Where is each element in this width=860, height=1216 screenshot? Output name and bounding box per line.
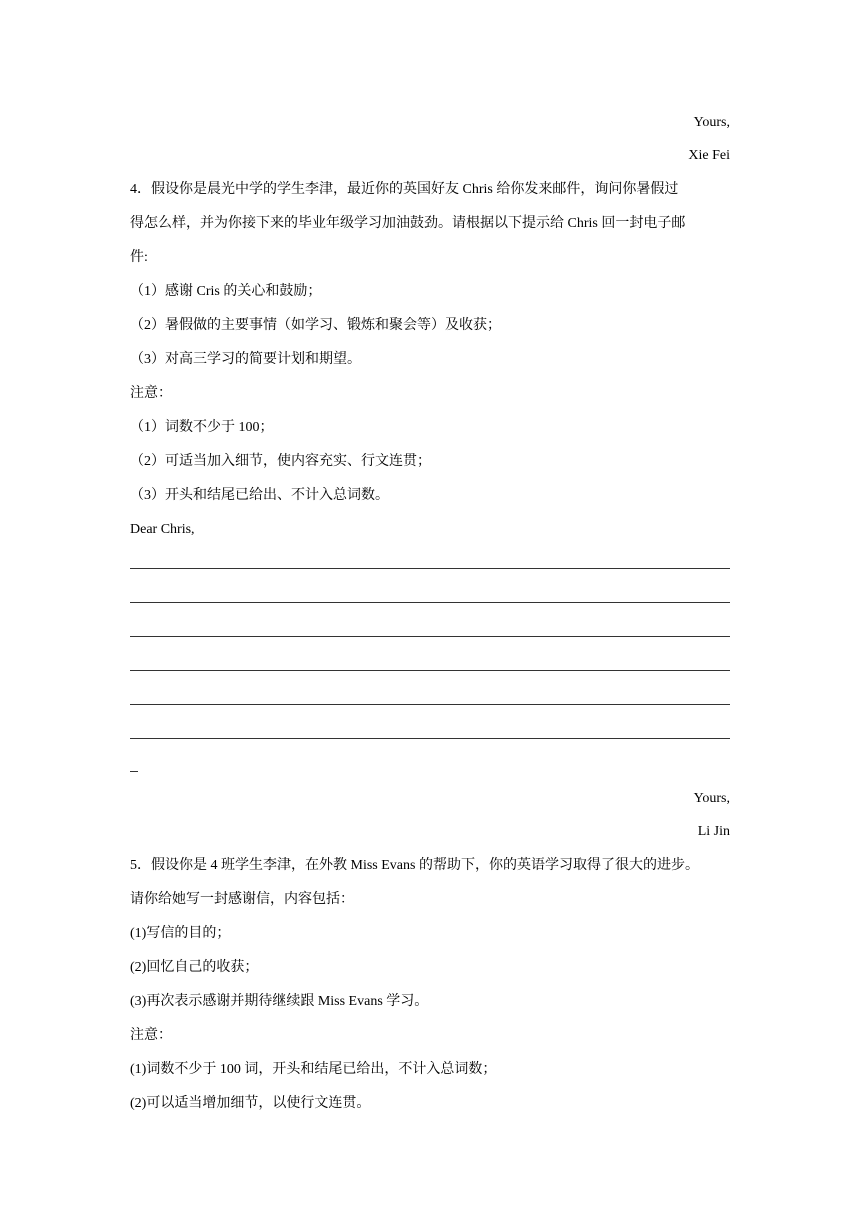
writing-line [130,568,730,569]
q4-closing-salutation: Yours, [693,791,730,806]
q4-prompt-line-3: 件: [130,250,148,265]
writing-line [130,738,730,739]
writing-line [130,704,730,705]
q5-point-2: (2)回忆自己的收获； [130,960,259,975]
writing-line [130,670,730,671]
q5-prompt-line-1: 5．假设你是 4 班学生李津，在外教 Miss Evans 的帮助下，你的英语学习取得了很大的进步。 [130,858,699,873]
q5-note-2: (2)可以适当增加细节，以使行文连贯。 [130,1096,371,1111]
writing-line-stub [130,771,138,772]
q5-prompt-line-2: 请你给她写一封感谢信，内容包括： [130,892,354,907]
q5-note-1: (1)词数不少于 100 词，开头和结尾已给出，不计入总词数； [130,1062,497,1077]
writing-line [130,636,730,637]
closing-name: Xie Fei [688,148,730,163]
q5-point-3: (3)再次表示感谢并期待继续跟 Miss Evans 学习。 [130,994,429,1009]
q4-note-2: （2）可适当加入细节，使内容充实、行文连贯； [130,454,431,469]
q4-greeting: Dear Chris, [130,522,195,537]
q4-point-2: （2）暑假做的主要事情（如学习、锻炼和聚会等）及收获； [130,318,501,333]
q4-notes-title: 注意： [130,386,172,401]
q5-point-1: (1)写信的目的； [130,926,231,941]
q4-point-1: （1）感谢 Cris 的关心和鼓励； [130,284,322,299]
q4-point-3: （3）对高三学习的简要计划和期望。 [130,352,361,367]
q5-notes-title: 注意： [130,1028,172,1043]
q4-closing-name: Li Jin [697,824,730,839]
writing-line [130,602,730,603]
q4-prompt-line-1: 4．假设你是晨光中学的学生李津，最近你的英国好友 Chris 给你发来邮件，询问你暑假过 [130,182,679,197]
closing-salutation: Yours, [693,115,730,130]
q4-note-3: （3）开头和结尾已给出、不计入总词数。 [130,488,389,503]
q4-note-1: （1）词数不少于 100； [130,420,274,435]
q4-prompt-line-2: 得怎么样，并为你接下来的毕业年级学习加油鼓劲。请根据以下提示给 Chris 回一封电子邮 [130,216,686,231]
